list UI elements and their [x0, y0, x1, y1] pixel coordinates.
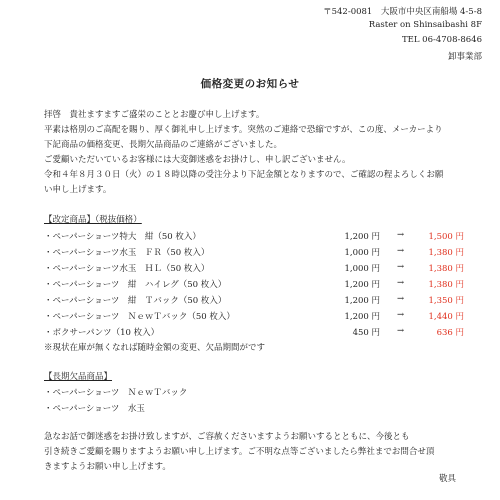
price-row	[44, 246, 464, 259]
new-price: 1,380 円	[428, 280, 464, 290]
arrow-icon: →	[397, 294, 405, 304]
company-dept: 卸事業部	[447, 52, 482, 62]
body-line: 令和４年８月３０日（火）の１８時以降の受注分より下記金額となりますので、ご確認の程よろしくお願	[44, 170, 444, 180]
old-price: 1,200 円	[344, 280, 380, 290]
body-line: 下記商品の価格変更、長期欠品商品のご連絡がございました。	[44, 140, 283, 150]
body-line: 平素は格別のご高配を賜り、厚く御礼申し上げます。突然のご連絡で恐縮ですが、この度、メーカーより	[44, 125, 443, 135]
body-line: い申し上げます。	[44, 185, 112, 195]
page-title: 価格変更のお知らせ	[200, 78, 300, 90]
price-row	[44, 326, 464, 339]
price-row	[44, 294, 464, 307]
price-row	[44, 230, 464, 243]
old-price: 1,200 円	[344, 312, 380, 322]
closing-line: きますようお願い申し上げます。	[44, 462, 171, 472]
arrow-icon: →	[397, 246, 405, 256]
new-price: 1,350 円	[428, 296, 464, 306]
price-note: ※現状在庫が無くなれば随時金額の変更、欠品期間がです	[44, 343, 266, 353]
greeting: 拝啓 貴社ますますご盛栄のこととお慶び申し上げます。	[44, 110, 265, 120]
old-price: 1,200 円	[344, 296, 380, 306]
product-name: ・ペーパーショーツ特大 紺（50 枚入）	[44, 232, 201, 242]
arrow-icon: →	[397, 230, 405, 240]
price-row	[44, 262, 464, 275]
price-section-heading: 【改定商品】（税抜価格）	[44, 215, 142, 225]
price-row	[44, 278, 464, 291]
price-row	[44, 310, 464, 323]
old-price: 450 円	[352, 328, 380, 338]
arrow-icon: →	[397, 278, 405, 288]
product-name: ・ボクサーパンツ（10 枚入）	[44, 328, 160, 338]
shortage-section-heading: 【長期欠品商品】	[44, 372, 113, 382]
new-price: 1,440 円	[428, 312, 464, 322]
product-name: ・ペーパーショーツ 紺 Ｔバック（50 枚入）	[44, 296, 227, 306]
product-name: ・ペーパーショーツ 紺 ハイレグ（50 枚入）	[44, 280, 227, 290]
body-line: ご愛顧いただいているお客様には大変御迷惑をお掛けし、申し訳ございません。	[44, 155, 351, 165]
product-name: ・ペーパーショーツ ＮｅｗＴバック（50 枚入）	[44, 312, 235, 322]
product-name: ・ペーパーショーツ水玉 ＦＲ（50 枚入）	[44, 248, 210, 258]
new-price: 1,380 円	[428, 264, 464, 274]
old-price: 1,000 円	[344, 264, 380, 274]
company-tel: TEL 06-4708-8646	[401, 35, 482, 45]
sign-off: 敬具	[438, 474, 456, 484]
arrow-icon: →	[397, 326, 405, 336]
shortage-item: ・ペーパーショーツ ＮｅｗＴバック	[44, 388, 188, 398]
closing-line: 引き続きご愛顧を賜りますようお願い申し上げます。ご不明な点等ございましたら弊社までお問合せ頂	[44, 447, 435, 457]
product-name: ・ペーパーショーツ水玉 ＨＬ（50 枚入）	[44, 264, 210, 274]
company-building: Raster on Shinsaibashi 8F	[368, 20, 482, 30]
old-price: 1,200 円	[344, 232, 380, 242]
shortage-item: ・ペーパーショーツ 水玉	[44, 404, 145, 414]
new-price: 636 円	[436, 328, 464, 338]
new-price: 1,500 円	[428, 232, 464, 242]
arrow-icon: →	[397, 262, 405, 272]
old-price: 1,000 円	[344, 248, 380, 258]
company-address: 〒542-0081 大阪市中央区南船場 4-5-8	[323, 7, 482, 17]
closing-line: 急なお話で御迷惑をお掛け致しますが、ご容赦くださいますようお願いするとともに、今後とも	[44, 432, 410, 442]
new-price: 1,380 円	[428, 248, 464, 258]
arrow-icon: →	[397, 310, 405, 320]
